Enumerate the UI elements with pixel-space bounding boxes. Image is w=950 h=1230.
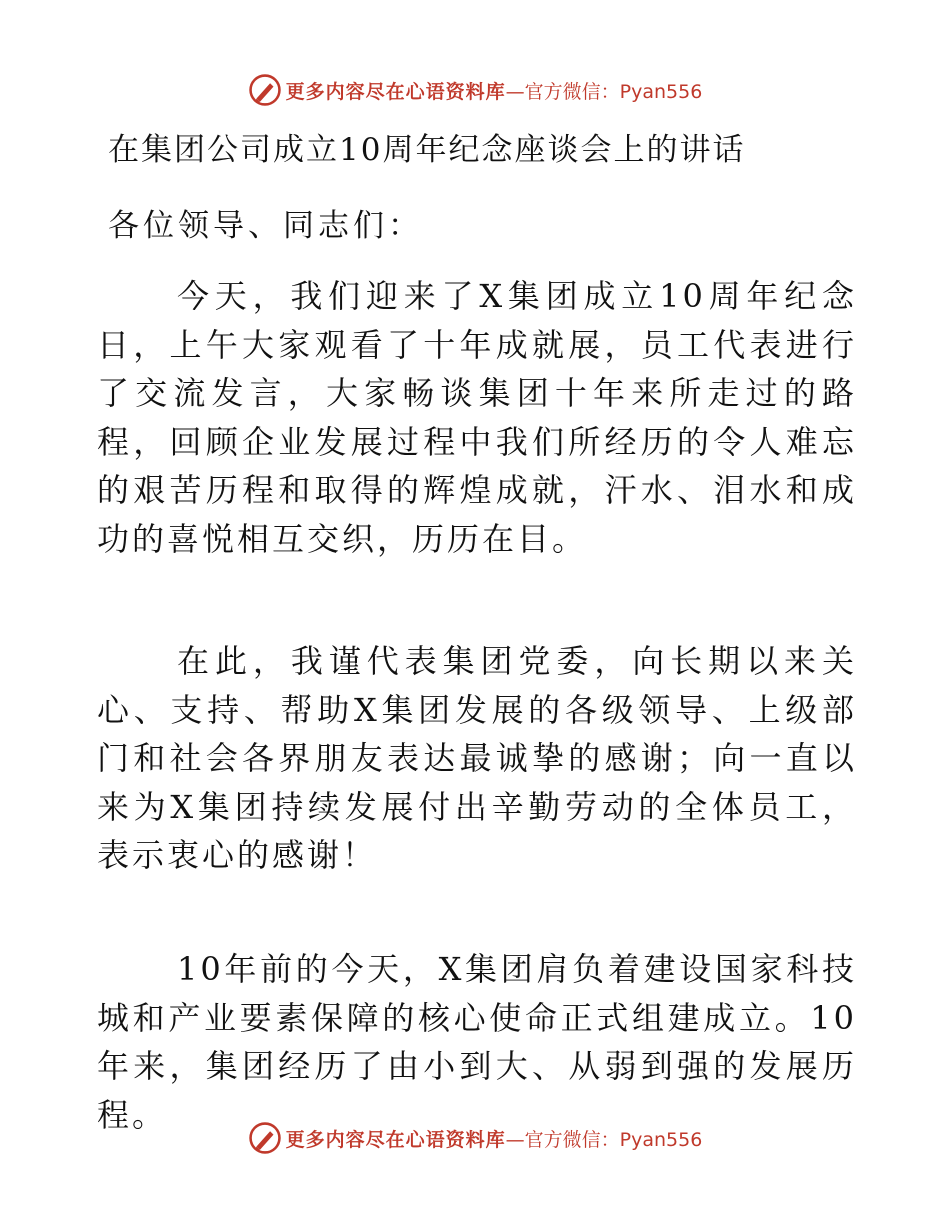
banner-sub-text: —官方微信：Pyan556 — [505, 1128, 703, 1151]
pen-logo-icon — [248, 1121, 282, 1155]
header-banner — [0, 70, 950, 110]
pen-logo-icon — [248, 73, 282, 107]
paragraph-1: 今天，我们迎来了X集团成立10周年纪念日，上午大家观看了十年成就展，员工代表进行了交流发言，大家畅谈集团十年来所走过的路程，回顾企业发展过程中我们所经历的令人难忘的艰苦历程和取得的辉煌成就，汗水、泪水和成功的喜悦相互交织，历历在目。 — [97, 277, 857, 558]
banner-main-text: 更多内容尽在心语资料库 — [285, 80, 506, 103]
paragraph-3: 10年前的今天，X集团肩负着建设国家科技城和产业要素保障的核心使命正式组建成立。10年来，集团经历了由小到大、从弱到强的发展历程。 — [97, 950, 857, 1134]
banner-sub-text: —官方微信：Pyan556 — [505, 80, 703, 103]
footer-banner — [0, 1118, 950, 1158]
banner-main-text: 更多内容尽在心语资料库 — [285, 1128, 506, 1151]
paragraph-2: 在此，我谨代表集团党委，向长期以来关心、支持、帮助X集团发展的各级领导、上级部门和社会各界朋友表达最诚挚的感谢；向一直以来为X集团持续发展付出辛勤劳动的全体员工，表示衷心的感谢！ — [97, 642, 857, 874]
document-title: 在集团公司成立10周年纪念座谈会上的讲话 — [108, 132, 746, 168]
salutation: 各位领导、同志们： — [108, 208, 423, 244]
